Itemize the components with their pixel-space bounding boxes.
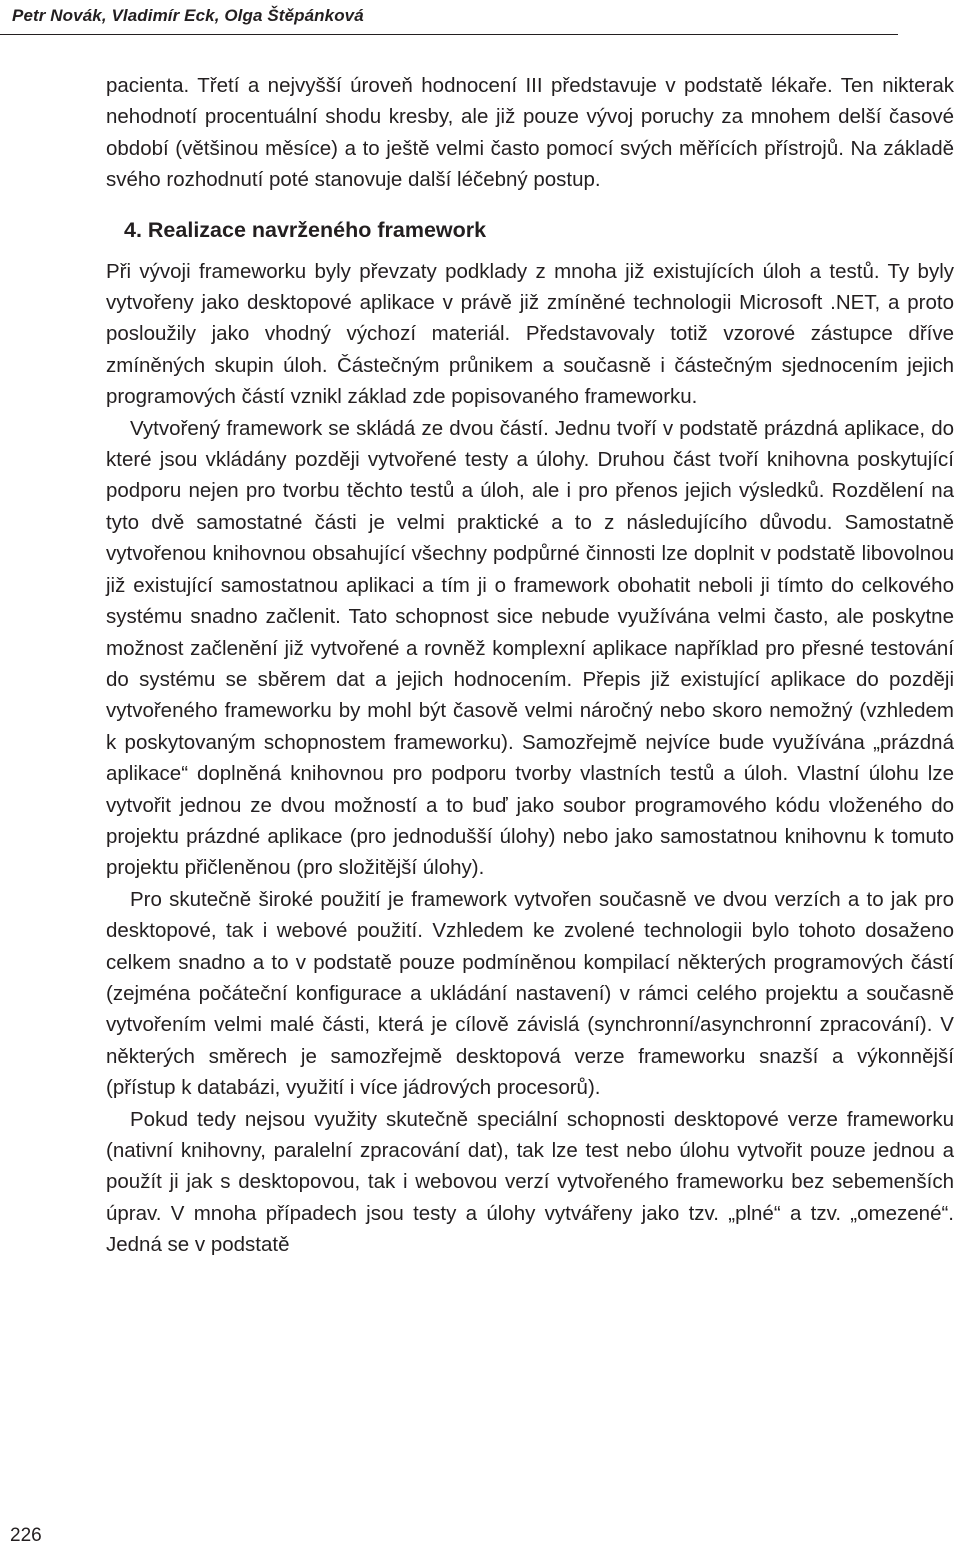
body-paragraph-3: Pro skutečně široké použití je framework vytvořen současně ve dvou verzích a to jak pro desktopové, tak i webové použití. Vzhledem ke zvolené technologii bylo tohoto dosaženo celkem snadno a to v podstatě pouze podmíněnou kompilací některých programových částí (zejména počáteční konfigurace a ukládání nastavení) v rámci celého projektu a současně vytvořením velmi malé části, která je cílově závislá (synchronní/asynchronní zpracování). V některých směrech je samozřejmě desktopová verze frameworku snazší a výkonnější (přístup k databázi, využití i více jádrových procesorů). (106, 887, 954, 1100)
section-heading: 4. Realizace navrženého framework (124, 217, 487, 242)
intro-paragraph: pacienta. Třetí a nejvyšší úroveň hodnocení III představuje v podstatě lékaře. Ten nikterak nehodnotí procentuální shodu kresby, ale již pouze vývoj poruchy za mnohem delší časové období (většinou měsíce) a to ještě velmi často pomocí svých měřících přístrojů. Na základě svého rozhodnutí poté stanovuje další léčebný postup. (106, 74, 954, 192)
page-number: 226 (10, 1525, 42, 1546)
running-header-authors: Petr Novák, Vladimír Eck, Olga Štěpánková (12, 6, 364, 25)
page-body (106, 70, 954, 1261)
body-paragraph-2: Vytvořený framework se skládá ze dvou částí. Jednu tvoří v podstatě prázdná aplikace, do které jsou vkládány později vytvořené testy a úlohy. Druhou část tvoří knihovna poskytující podporu nejen pro tvorbu těchto testů a úloh, ale i pro přenos jejich výsledků. Rozdělení na tyto dvě samostatné části je velmi praktické a to z následujícího důvodu. Samostatně vytvořenou knihovnou obsahující všechny podpůrné činnosti lze doplnit v podstatě libovolnou již existující samostatnou aplikaci a tím ji o framework obohatit neboli ji tímto do celkového systému snadno začlenit. Tato schopnost sice nebude využívána velmi často, ale poskytne možnost začlenění již vytvořené a rovněž komplexní aplikace například pro přesné testování do systému se sběrem dat a jejich hodnocením. Přepis již existující aplikace do později vytvořeného frameworku by mohl být časově velmi náročný nebo skoro nemožný (vzhledem k poskytovaným schopnostem frameworku). Samozřejmě nejvíce bude využívána „prázdná aplikace“ doplněná knihovnou pro podporu tvorby vlastních testů a úloh. Vlastní úlohu lze vytvořit jednou ze dvou možností a to buď jako soubor programového kódu vloženého do projektu prázdné aplikace (pro jednodušší úlohy) nebo jako samostatnou knihovnu k tomuto projektu přičleněnou (pro složitější úlohy). (106, 416, 954, 880)
header-divider (0, 34, 898, 35)
body-paragraph-4: Pokud tedy nejsou využity skutečně speciální schopnosti desktopové verze frameworku (nativní knihovny, paralelní zpracování dat), tak lze test nebo úlohu vytvořit pouze jednou a použít ji jak s desktopovou, tak i webovou verzí vytvořeného frameworku bez sebemenších úprav. V mnoha případech jsou testy a úlohy vytvářeny jako tzv. „plné“ a tzv. „omezené“. Jedná se v podstatě (106, 1107, 954, 1257)
body-paragraph-1: Při vývoji frameworku byly převzaty podklady z mnoha již existujících úloh a testů. Ty byly vytvořeny jako desktopové aplikace v právě již zmíněné technologii Microsoft .NET, a proto posloužily jako vhodný výchozí materiál. Představovaly totiž vzorové zástupce dříve zmíněných skupin úloh. Částečným průnikem a současně i částečným sjednocením jejich programových částí vznikl základ zde popisovaného frameworku. (106, 259, 954, 409)
